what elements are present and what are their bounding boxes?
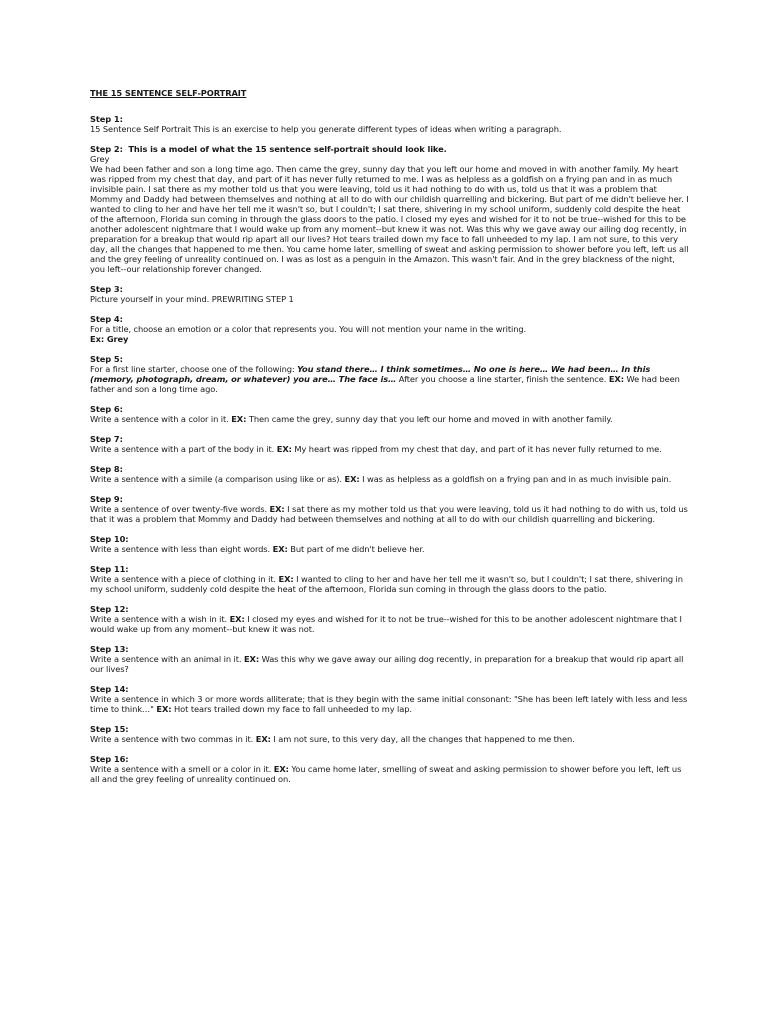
step-heading: Step 16: [90, 754, 129, 764]
step-text-after: After you choose a line starter, finish the sentence. [396, 374, 609, 384]
example-label: EX: [243, 654, 260, 664]
step-text: Write a sentence with a smell or a color in it. [90, 764, 274, 774]
example-label: EX: [608, 374, 624, 384]
step-12 [90, 604, 690, 634]
step-text: Write a sentence with two commas in it. [90, 734, 256, 744]
step-example: I sat there as my mother told us that you were leaving, told us it had nothing to do with us, told us that it was a problem that Mommy and Daddy had between themselves and nothing at all to do with our childish quarrelling and bickering. [90, 504, 688, 524]
step-heading: Step 8: [90, 464, 123, 474]
example-label: EX: [276, 444, 292, 454]
step-3 [90, 284, 690, 304]
step-text: Picture yourself in your mind. PREWRITING STEP 1 [90, 294, 294, 304]
example-label: EX: [255, 734, 271, 744]
step-14 [90, 684, 690, 714]
step-heading: Step 5: [90, 354, 123, 364]
step-5 [90, 354, 690, 394]
step-8 [90, 464, 690, 484]
step-7 [90, 434, 690, 454]
step-example: We had been father and son a long time ago. [90, 374, 680, 394]
step-text: Write a sentence with an animal in it. [90, 654, 244, 664]
step-text: Write a sentence with a part of the body in it. [90, 444, 277, 454]
example-label: EX: [156, 704, 172, 714]
example-label: EX: [231, 414, 247, 424]
step-9 [90, 494, 690, 524]
step-heading: Step 11: [90, 564, 129, 574]
step-16 [90, 754, 690, 784]
example-label: EX: [273, 764, 289, 774]
step-10 [90, 534, 690, 554]
step-1 [90, 114, 690, 134]
step-text: Write a sentence with less than eight words. [90, 544, 273, 554]
example-label: EX: [229, 614, 245, 624]
document-title: THE 15 SENTENCE SELF-PORTRAIT [90, 88, 247, 98]
step-text: Write a sentence with a wish in it. [90, 614, 230, 624]
step-body [90, 654, 690, 674]
example-label: EX: [269, 504, 285, 514]
step-example: Then came the grey, sunny day that you left our home and moved in with another family. [246, 414, 613, 424]
step-example: I am not sure, to this very day, all the changes that happened to me then. [270, 734, 575, 744]
step-heading: Step 7: [90, 434, 123, 444]
step-body [90, 504, 690, 524]
step-example: Hot tears trailed down my face to fall unheeded to my lap. [171, 704, 412, 714]
step-heading: Step 10: [90, 534, 129, 544]
step-body [90, 764, 690, 784]
step-heading: Step 13: [90, 644, 129, 654]
step-text: Write a sentence with a simile (a comparison using like or as). [90, 474, 345, 484]
step-heading: Step 9: [90, 494, 123, 504]
step-body [90, 614, 690, 634]
step-heading-text: This is a model of what the 15 sentence self-portrait should look like. [128, 144, 447, 154]
step-body [90, 474, 690, 484]
example-label: EX: [272, 544, 288, 554]
model-paragraph: We had been father and son a long time ago. Then came the grey, sunny day that you left our home and moved in with another family. My heart was ripped from my chest that day, and part of it has never fully returned to me. I was as helpless as a goldfish on a frying pan and in as much invisible pain. I sat there as my mother told us that you were leaving, told us it had nothing to do with us, told us that it was a problem that Mommy and Daddy had between themselves and nothing at all to do with our childish quarrelling and bickering. But part of me didn't believe her. I wanted to cling to her and have her tell me it wasn't so, but I couldn't; I sat there, shivering in my school uniform, suddenly cold despite the heat of the afternoon, Florida sun coming in through the glass doors to the patio. I closed my eyes and wished for it to not be true--wished for this to be another adolescent nightmare that I would wake up from any moment--but knew it was not. Was this why we gave away our ailing dog recently, in preparation for a breakup that would rip apart all our lives? Hot tears trailed down my face to fall unheeded to my lap. I am not sure, to this very day, all the changes that happened to me then. You came home later, smelling of sweat and asking permission to shower before you left, left us all and the grey feeling of unreality continued on. I was as lost as a penguin in the Amazon. This wasn't fair. And in the grey blackness of the night, you left--our relationship forever changed. [90, 164, 689, 274]
step-15 [90, 724, 690, 744]
step-4 [90, 314, 690, 344]
step-text: Write a sentence with a color in it. [90, 414, 232, 424]
step-text: Write a sentence in which 3 or more words alliterate; that is they begin with the same initial consonant: "She has been left lately with less and less time to think…" [90, 694, 688, 714]
example-label: EX: [278, 574, 294, 584]
step-heading: Step 4: [90, 314, 123, 324]
example-label: EX: [344, 474, 360, 484]
step-body [90, 574, 690, 594]
document-page [90, 88, 690, 794]
step-body [90, 694, 690, 714]
step-body [90, 734, 690, 744]
step-heading: Step 14: [90, 684, 129, 694]
step-body [90, 364, 690, 394]
step-heading: Step 12: [90, 604, 129, 614]
step-example: I wanted to cling to her and have her tell me it wasn't so, but I couldn't; I sat there, shivering in my school uniform, suddenly cold despite the heat of the afternoon, Florida sun coming in through the glass doors to the patio. [90, 574, 683, 594]
step-heading-line [90, 144, 690, 154]
step-body [90, 414, 690, 424]
step-text: Write a sentence with a piece of clothing in it. [90, 574, 279, 584]
step-13 [90, 644, 690, 674]
step-text: For a title, choose an emotion or a color that represents you. You will not mention your name in the writing. [90, 324, 527, 334]
step-example: But part of me didn't believe her. [287, 544, 425, 554]
step-11 [90, 564, 690, 594]
step-text: For a first line starter, choose one of the following: [90, 364, 298, 374]
step-text: 15 Sentence Self Portrait This is an exercise to help you generate different types of ideas when writing a paragraph. [90, 124, 562, 134]
step-example: Was this why we gave away our ailing dog recently, in preparation for a breakup that would rip apart all our lives? [90, 654, 684, 674]
step-heading: Step 2: [90, 144, 123, 154]
step-heading: Step 3: [90, 284, 123, 294]
step-body [90, 444, 690, 454]
step-6 [90, 404, 690, 424]
step-2 [90, 144, 690, 274]
step-example: Ex: Grey [90, 334, 129, 344]
step-text: Write a sentence of over twenty-five words. [90, 504, 270, 514]
line-starters: You stand there… I think sometimes… No one is here… We had been… In this (memory, photograph, dream, or whatever) you are… The face is… [90, 364, 651, 384]
step-example: I closed my eyes and wished for it to not be true--wished for this to be another adolescent nightmare that I would wake up from any moment--but knew it was not. [90, 614, 682, 634]
step-heading: Step 1: [90, 114, 123, 124]
step-heading: Step 15: [90, 724, 129, 734]
step-body [90, 544, 690, 554]
step-example: My heart was ripped from my chest that day, and part of it has never fully returned to me. [291, 444, 662, 454]
step-example: You came home later, smelling of sweat and asking permission to shower before you left, left us all and the grey feeling of unreality continued on. [90, 764, 682, 784]
step-heading: Step 6: [90, 404, 123, 414]
model-title: Grey [90, 154, 110, 164]
step-example: I was as helpless as a goldfish on a frying pan and in as much invisible pain. [359, 474, 672, 484]
